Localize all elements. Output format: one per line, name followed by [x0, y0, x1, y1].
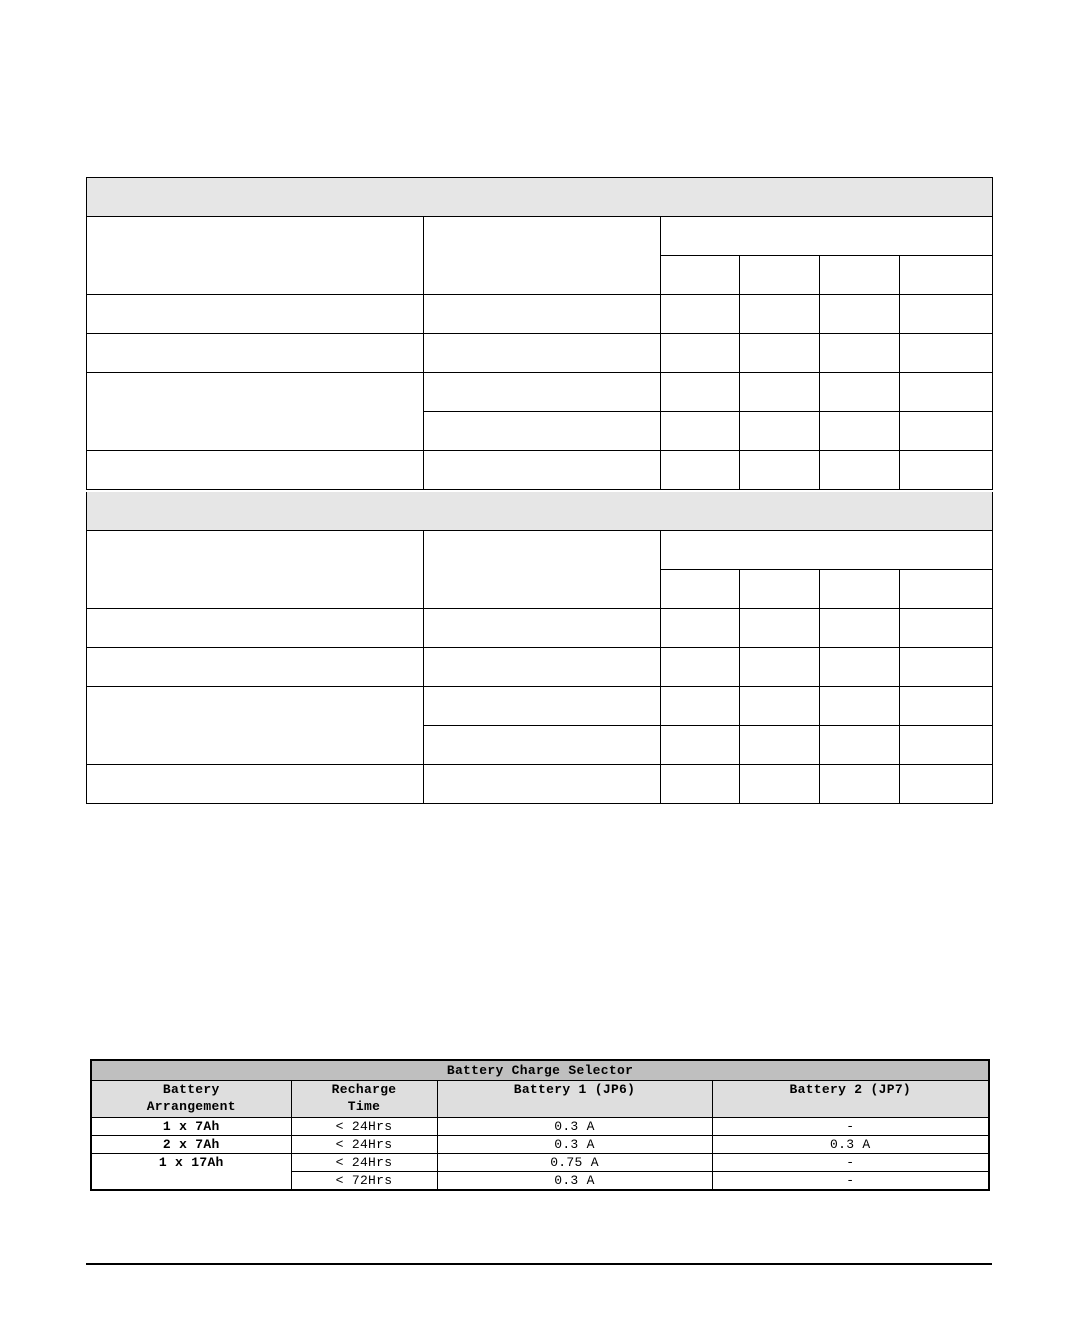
- grid-cell: [740, 648, 820, 687]
- cell-arrangement: 1 x 7Ah: [91, 1118, 291, 1136]
- grid-cell: [661, 412, 740, 451]
- grid-cell: [900, 295, 993, 334]
- grid-cell: [424, 451, 661, 490]
- grid-cell: [661, 451, 740, 490]
- cell-battery-1: 0.3 A: [437, 1172, 712, 1191]
- grid-cell: [740, 334, 820, 373]
- grid-cell: [661, 648, 740, 687]
- cell-recharge-time: < 24Hrs: [291, 1118, 437, 1136]
- grid-cell: [820, 256, 900, 295]
- grid-cell: [900, 765, 993, 804]
- grid-cell: [820, 726, 900, 765]
- header-text: Recharge: [331, 1082, 397, 1097]
- grid-cell: [661, 256, 740, 295]
- grid-band-row: [87, 492, 993, 531]
- grid-cell: [820, 765, 900, 804]
- table-row: [91, 1154, 989, 1172]
- footer-rule: [86, 1263, 992, 1265]
- grid-cell: [740, 295, 820, 334]
- grid-cell: [87, 373, 424, 451]
- grid-row: [87, 451, 993, 490]
- battery-charge-selector-table: [90, 1059, 990, 1191]
- cell-recharge-time: < 24Hrs: [291, 1136, 437, 1154]
- grid-cell: [661, 295, 740, 334]
- grid-band-cell: [87, 492, 993, 531]
- grid-cell: [661, 373, 740, 412]
- grid-cell: [740, 412, 820, 451]
- blank-grid-table-2: [86, 492, 993, 804]
- grid-cell: [820, 570, 900, 609]
- header-recharge-time: [291, 1081, 437, 1118]
- cell-battery-2: -: [712, 1172, 989, 1191]
- cell-battery-2: -: [712, 1118, 989, 1136]
- grid-cell: [424, 295, 661, 334]
- grid-row: [87, 648, 993, 687]
- grid-cell: [900, 609, 993, 648]
- grid-cell: [820, 687, 900, 726]
- cell-battery-1: 0.3 A: [437, 1118, 712, 1136]
- cell-recharge-time: < 72Hrs: [291, 1172, 437, 1191]
- grid-cell: [661, 765, 740, 804]
- grid-cell: [87, 531, 424, 609]
- grid-cell: [820, 451, 900, 490]
- table-header-row: [91, 1081, 989, 1118]
- cell-battery-2: 0.3 A: [712, 1136, 989, 1154]
- grid-cell: [900, 570, 993, 609]
- header-text: Battery: [162, 1082, 220, 1097]
- cell-battery-1: 0.75 A: [437, 1154, 712, 1172]
- grid-cell: [900, 256, 993, 295]
- grid-cell: [661, 609, 740, 648]
- grid-cell: [740, 570, 820, 609]
- grid-cell: [87, 765, 424, 804]
- table-title: Battery Charge Selector: [91, 1060, 989, 1081]
- blank-grid-table-1: [86, 177, 993, 490]
- grid-cell: [661, 217, 993, 256]
- grid-cell: [424, 373, 661, 412]
- grid-cell: [740, 256, 820, 295]
- table-row: [91, 1136, 989, 1154]
- grid-cell: [900, 687, 993, 726]
- grid-cell: [900, 648, 993, 687]
- grid-cell: [900, 451, 993, 490]
- header-battery-arrangement: [91, 1081, 291, 1118]
- grid-cell: [820, 412, 900, 451]
- grid-cell: [661, 726, 740, 765]
- grid-cell: [424, 217, 661, 295]
- grid-cell: [87, 334, 424, 373]
- grid-cell: [661, 570, 740, 609]
- grid-cell: [740, 726, 820, 765]
- grid-row: [87, 334, 993, 373]
- header-text: Arrangement: [146, 1099, 236, 1114]
- grid-cell: [820, 373, 900, 412]
- header-battery-2: Battery 2 (JP7): [712, 1081, 989, 1118]
- grid-cell: [87, 295, 424, 334]
- cell-battery-1: 0.3 A: [437, 1136, 712, 1154]
- grid-cell: [820, 295, 900, 334]
- table-title-row: [91, 1060, 989, 1081]
- grid-cell: [740, 609, 820, 648]
- grid-cell: [900, 412, 993, 451]
- grid-cell: [424, 334, 661, 373]
- grid-row: [87, 373, 993, 412]
- grid-cell: [424, 609, 661, 648]
- grid-cell: [87, 451, 424, 490]
- grid-cell: [661, 531, 993, 570]
- grid-cell: [661, 334, 740, 373]
- header-battery-1: Battery 1 (JP6): [437, 1081, 712, 1118]
- grid-cell: [87, 648, 424, 687]
- cell-recharge-time: < 24Hrs: [291, 1154, 437, 1172]
- grid-cell: [740, 765, 820, 804]
- header-text: Time: [347, 1099, 381, 1114]
- grid-band-row: [87, 178, 993, 217]
- grid-cell: [820, 609, 900, 648]
- grid-cell: [424, 412, 661, 451]
- grid-row: [87, 295, 993, 334]
- grid-row: [87, 609, 993, 648]
- grid-cell: [661, 687, 740, 726]
- grid-cell: [424, 648, 661, 687]
- grid-cell: [87, 609, 424, 648]
- grid-cell: [424, 726, 661, 765]
- grid-cell: [424, 687, 661, 726]
- grid-cell: [740, 687, 820, 726]
- cell-battery-2: -: [712, 1154, 989, 1172]
- grid-row: [87, 687, 993, 726]
- grid-cell: [900, 373, 993, 412]
- grid-cell: [740, 373, 820, 412]
- grid-row: [87, 765, 993, 804]
- grid-cell: [820, 648, 900, 687]
- grid-cell: [820, 334, 900, 373]
- grid-cell: [87, 687, 424, 765]
- grid-cell: [900, 726, 993, 765]
- table-row: [91, 1118, 989, 1136]
- cell-arrangement: 1 x 17Ah: [91, 1154, 291, 1191]
- grid-header-row: [87, 531, 993, 570]
- grid-cell: [900, 334, 993, 373]
- grid-band-cell: [87, 178, 993, 217]
- grid-header-row: [87, 217, 993, 256]
- grid-cell: [740, 451, 820, 490]
- grid-cell: [424, 531, 661, 609]
- grid-cell: [424, 765, 661, 804]
- cell-arrangement: 2 x 7Ah: [91, 1136, 291, 1154]
- grid-cell: [87, 217, 424, 295]
